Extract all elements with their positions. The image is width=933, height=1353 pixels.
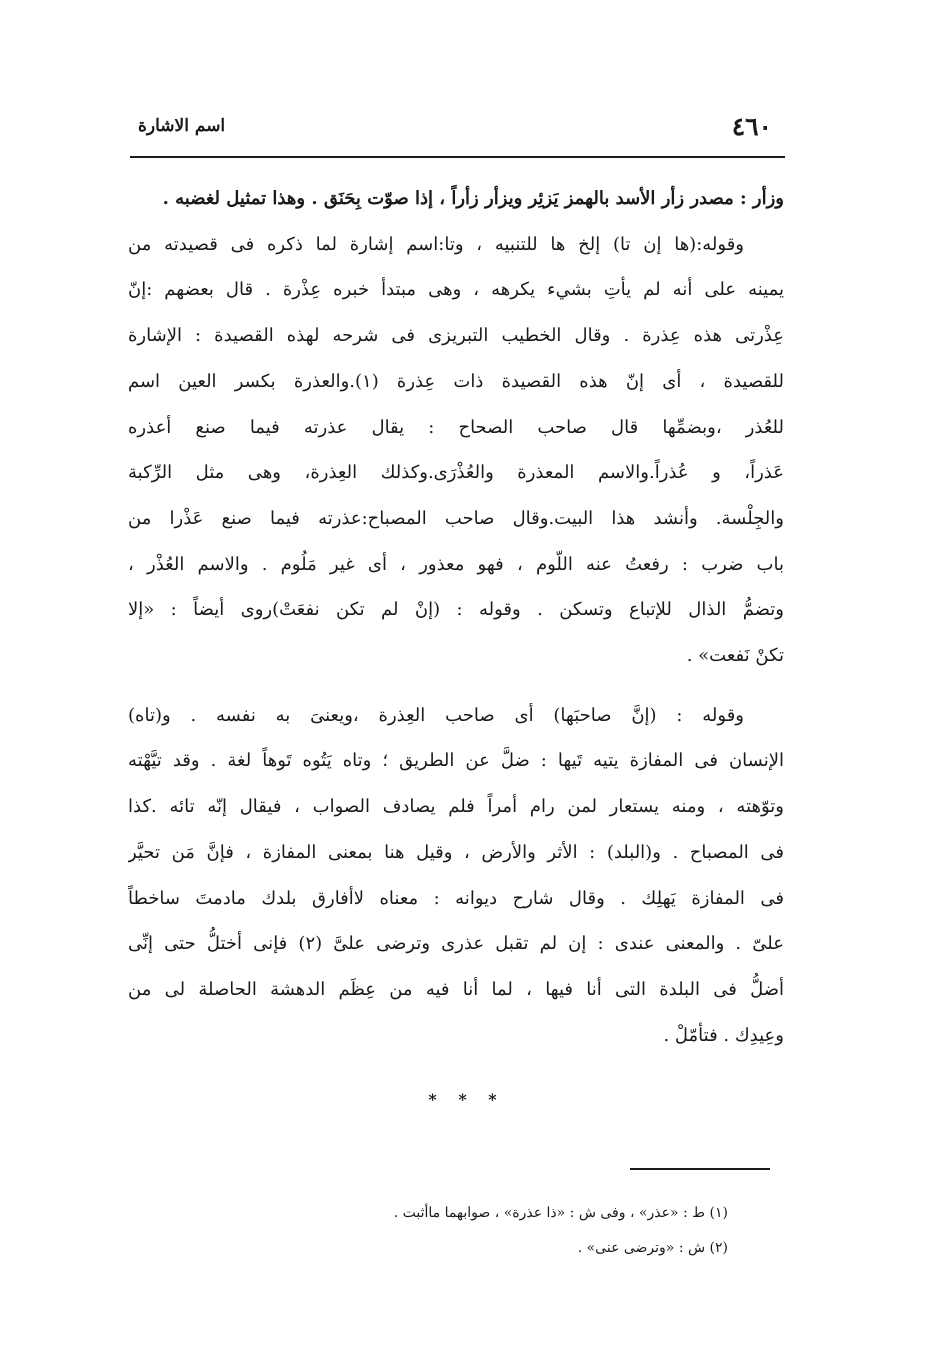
- footnotes: [280, 1196, 728, 1266]
- text-line: وقوله:(ها إن تا) إلخ ها للتنبيه ، وتا:اسم إشارة لما ذكره فى قصيدته من: [128, 233, 744, 255]
- page-number: ٤٦٠: [731, 112, 772, 141]
- text-line: عِذْرتى هذه عِذرة . وقال الخطيب التبريزى فى شرحه لهذه القصيدة : الإشارة: [128, 325, 784, 347]
- footnote-rule: [630, 1168, 770, 1170]
- text-line: وقوله : (إنَّ صاحبَها) أى صاحب العِذرة ،ويعنىَ به نفسه . و(تاه): [128, 704, 744, 726]
- text-line: باب ضرب : رفعتُ عنه اللّوم ، فهو معذور ، أى غير مَلُوم . والاسم العُذْر ،: [128, 553, 784, 575]
- running-title: اسم الاشارة: [138, 116, 226, 136]
- text-line: يمينه على أنه لم يأتِ بشيء يكرهه ، وهى مبتدأ خبره عِذْرة . قال بعضهم :إنّ: [128, 279, 784, 301]
- text-line: وتوّهته ، ومنه يستعار لمن رام أمراً فلم يصادف الصواب ، فيقال إنّه تائه .كذا: [128, 796, 784, 818]
- text-line: وزأر : مصدر زأر الأسد بالهمز يَزئِر ويزأر زأراً ، إذا صوّت بِحَنَق . وهذا تمثيل لغضبه .: [162, 188, 784, 209]
- text-line: تكنْ نَفعت» .: [686, 645, 784, 667]
- text-line: فى المصباح . و(البلد) : الأثر والأرض ، وقيل هنا بمعنى المفازة ، فإنَّ مَن تحيَّر: [128, 841, 784, 863]
- paragraph-1: [128, 176, 784, 222]
- text-line: عَذراً، و عُذراً.والاسم المعذرة والعُذْرَى.وكذلك العِذرة، وهى مثل الرِّكبة: [128, 462, 784, 484]
- text-line: الإنسان فى المفازة يتيه تَيها : ضلَّ عن الطريق ؛ وتاه يَتُوه تَوهاً لغة . وقد تيَّهْته: [128, 750, 784, 772]
- text-line: للعُذر ،وبضمِّها قال صاحب الصحاح : يقال عذرته فيما صنع أعذره: [128, 416, 784, 438]
- text-line: وعِيدِك . فتأمّلْ .: [663, 1024, 784, 1046]
- text-line: أضلُّ فى البلدة التى أنا فيها ، لما أنا فيه من عِظَم الدهشة الحاصلة لى من: [128, 978, 784, 1000]
- body-text: [128, 176, 784, 1058]
- text-line: وتضمُّ الذال للإتباع وتسكن . وقوله : (إنْ لم تكن نفعَتْ)روى أيضاً : «إلا: [128, 599, 784, 621]
- header-rule: [130, 156, 785, 158]
- text-line: والجِلْسة. وأنشد هذا البيت.وقال صاحب المصباح:عذرته فيما صنع عَذْرا من: [128, 507, 784, 529]
- text-line: علىّ . والمعنى عندى : إن لم تقبل عذرى وترضى علىَّ (٢) فإنى أختلُّ حتى إنِّى: [128, 933, 784, 955]
- page-header: [132, 112, 784, 152]
- footnote-2: (٢) ش : «وترضى عنى» .: [577, 1240, 728, 1256]
- paragraph-3: [128, 693, 784, 1059]
- paragraph-2: [128, 222, 784, 679]
- text-line: للقصيدة ، أى إنّ هذه القصيدة ذات عِذرة (١).والعذرة بكسر العين اسم: [128, 370, 784, 392]
- text-line: فى المفازة يَهلِك . وقال شارح ديوانه : معناه لاأفارق بلدك مادمتَ ساخطاً: [128, 887, 784, 909]
- section-separator: * * *: [428, 1090, 505, 1109]
- paragraph-gap: [128, 679, 784, 693]
- footnote-1: (١) ط : «عذر» ، وفى ش : «ذا عذرة» ، صوابهما ماأثبت .: [393, 1205, 728, 1221]
